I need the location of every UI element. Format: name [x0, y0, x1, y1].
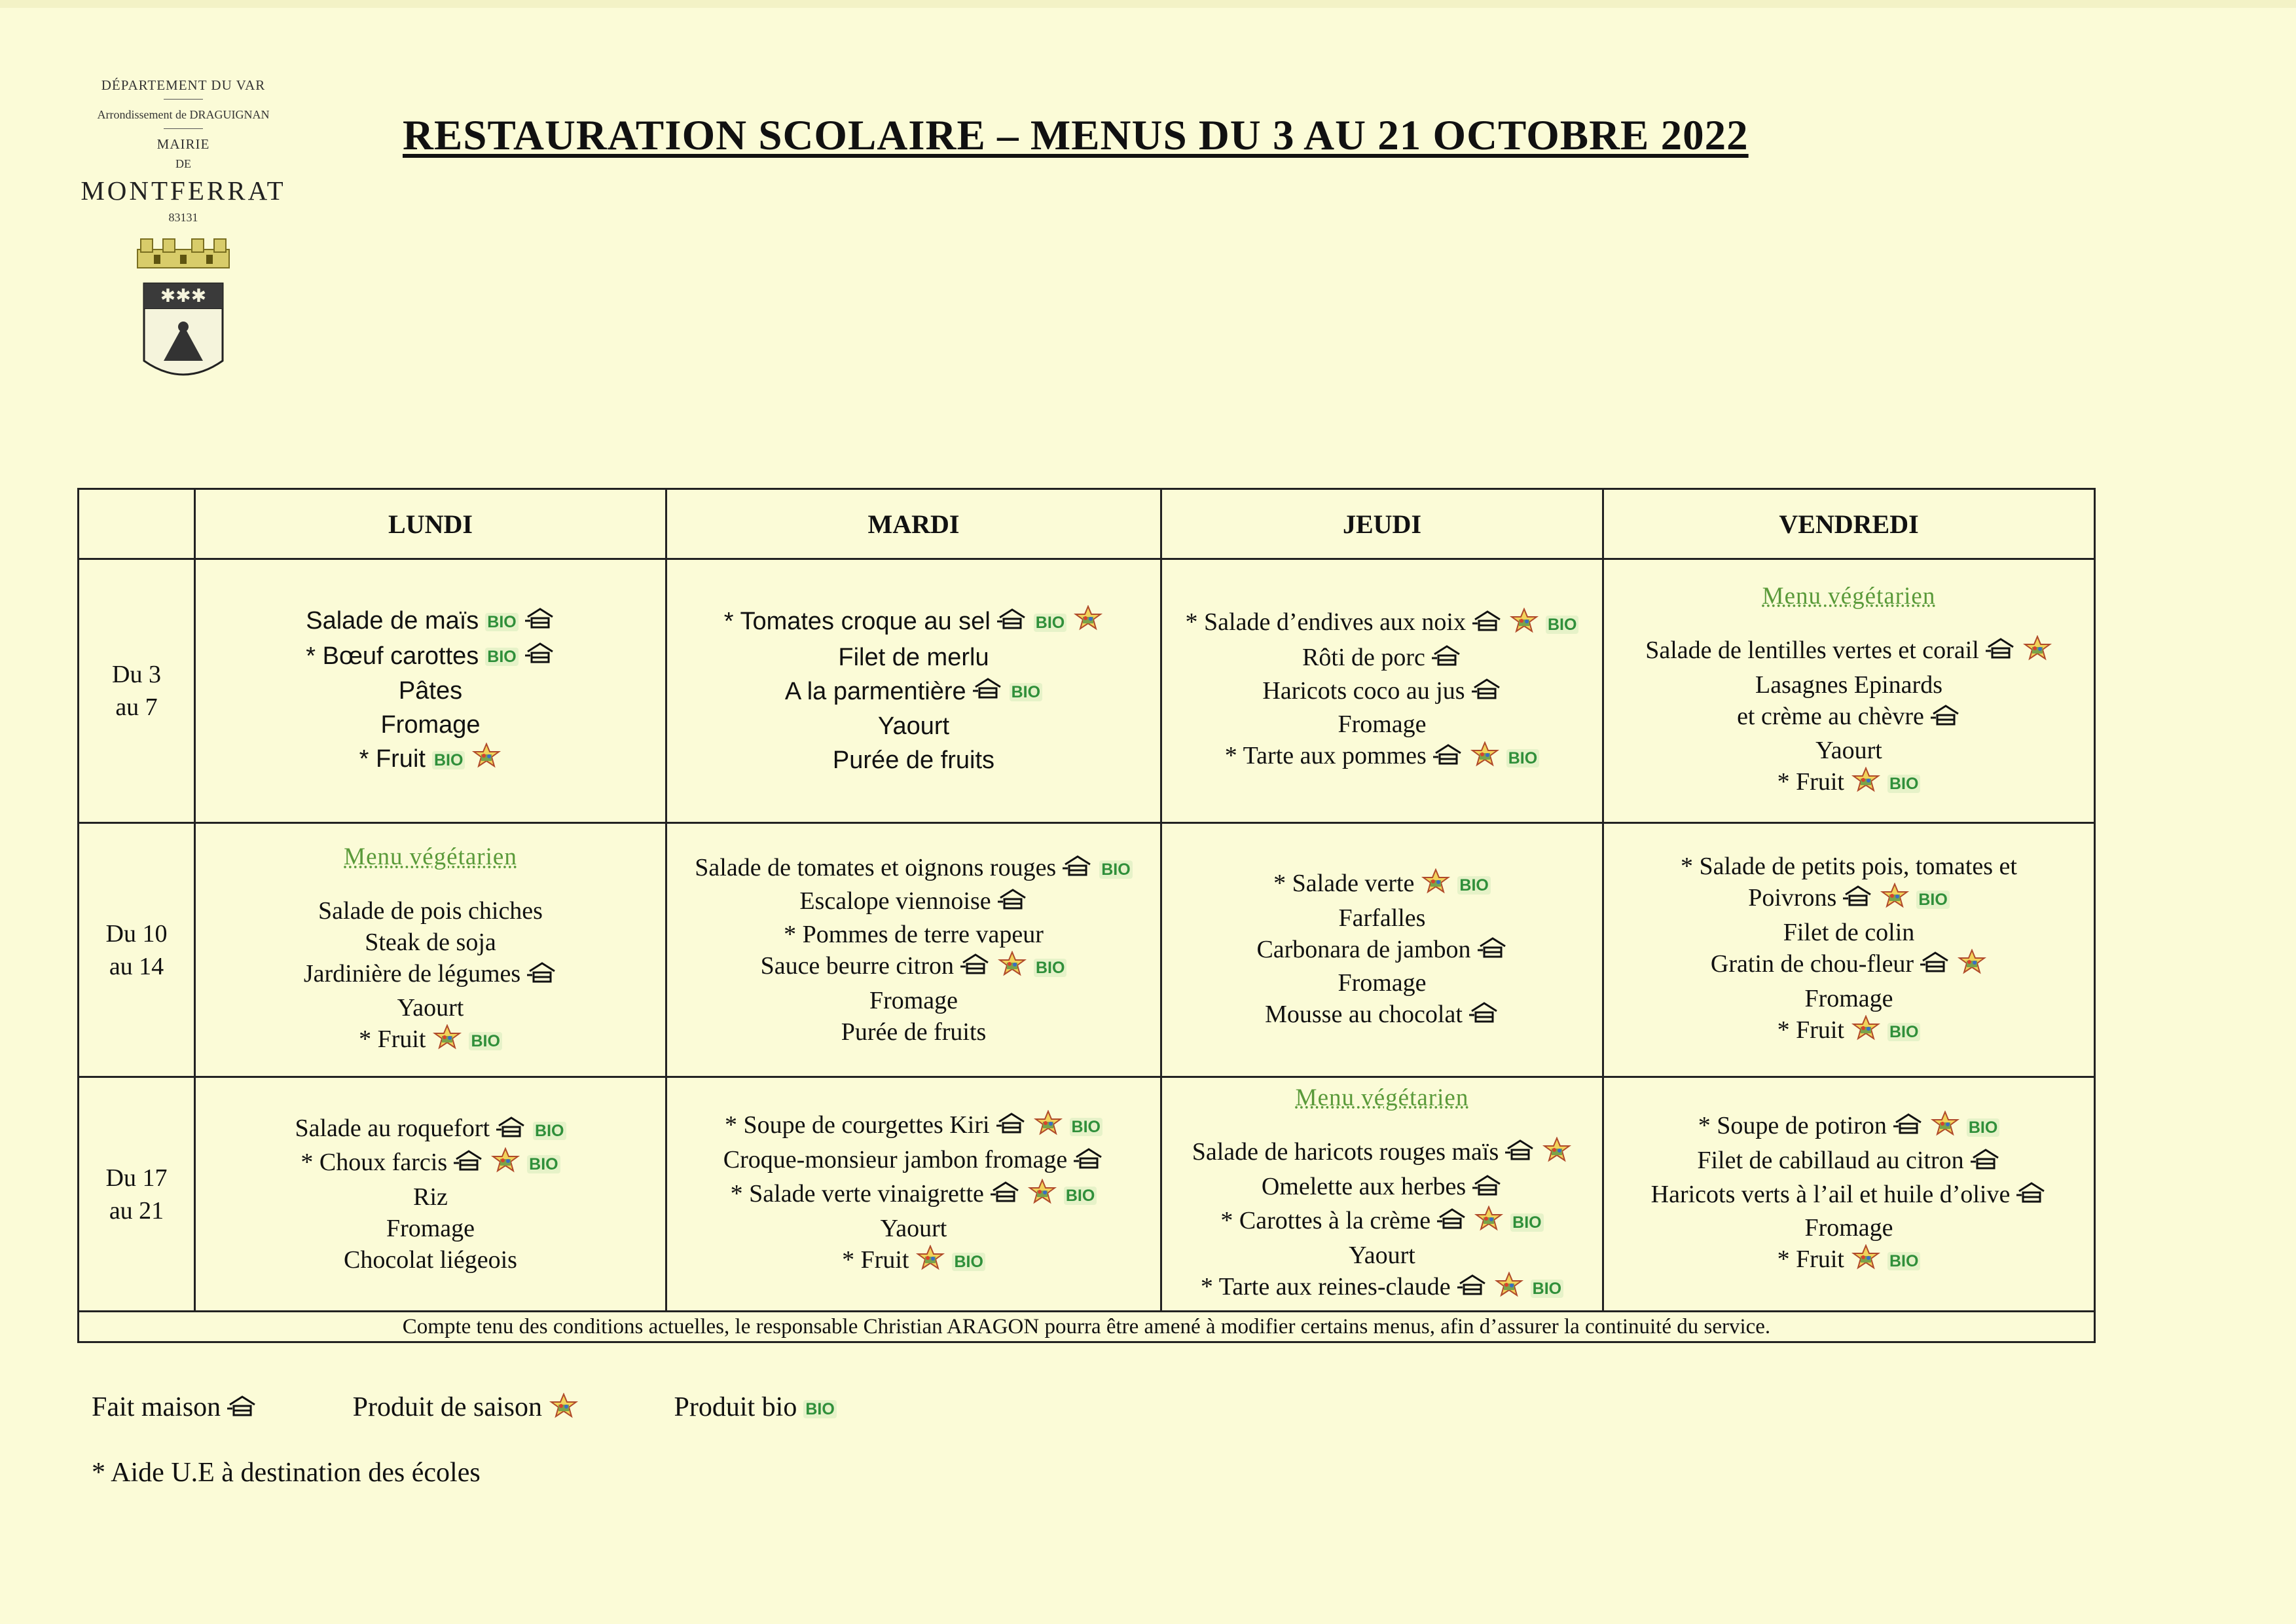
house-icon: [1843, 884, 1873, 915]
dish-item: [672, 743, 1155, 777]
dish-item: [672, 950, 1155, 985]
house-icon: [525, 605, 555, 639]
divider: [164, 128, 203, 129]
bio-icon: BIO: [1064, 1187, 1097, 1205]
dish-item: [1167, 1171, 1597, 1204]
week-row: [79, 823, 2095, 1077]
dish-item: [672, 985, 1155, 1016]
bio-icon: BIO: [1099, 860, 1132, 879]
dish-name: Chocolat liégeois: [344, 1246, 517, 1274]
dish-name: * Tomates croque au sel: [723, 607, 991, 635]
week-label-end: au 14: [109, 952, 164, 980]
house-icon: [1971, 1147, 2001, 1179]
legend-fait-maison: [92, 1392, 257, 1425]
house-icon: [1920, 950, 1950, 982]
dish-name: Mousse au chocolat: [1265, 1001, 1463, 1029]
bio-icon: BIO: [1457, 876, 1490, 895]
dish-name: Yaourt: [880, 1214, 947, 1242]
footnote-row: [79, 1312, 2095, 1342]
dish-item: [1609, 669, 2088, 701]
season-basket-icon: [471, 743, 501, 778]
dish-name: * Fruit: [359, 745, 426, 773]
house-icon: [973, 675, 1003, 709]
season-basket-icon: [1474, 1206, 1504, 1240]
mairie-de: DE: [175, 157, 191, 170]
dish-name: * Salade de petits pois, tomates et: [1681, 852, 2017, 880]
season-basket-icon: [1851, 767, 1881, 801]
menu-cell: [666, 559, 1161, 823]
dish-name: Haricots coco au jus: [1262, 677, 1465, 705]
dish-item: [201, 958, 660, 991]
dish-item: [1609, 766, 2088, 801]
letterhead: [59, 75, 308, 390]
dish-name: A la parmentière: [784, 677, 966, 705]
bio-icon: BIO: [1034, 614, 1066, 632]
house-icon: [997, 606, 1027, 640]
dish-item: [1609, 1244, 2088, 1278]
dish-item: [201, 895, 660, 927]
dish-name: * Salade verte vinaigrette: [730, 1179, 984, 1208]
dish-item: [1167, 709, 1597, 740]
dish-name: * Salade verte: [1273, 869, 1415, 897]
dish-name: Fromage: [386, 1214, 475, 1242]
dish-item: [1609, 1145, 2088, 1178]
dish-item: [672, 1016, 1155, 1048]
season-basket-icon: [1851, 1244, 1881, 1278]
dish-name: * Bœuf carottes: [306, 642, 479, 670]
legend-saison: [353, 1392, 579, 1426]
dish-name: Fromage: [1804, 1213, 1893, 1242]
dish-name: * Tarte aux reines-claude: [1200, 1272, 1451, 1301]
house-icon: [496, 1115, 526, 1147]
bio-icon: BIO: [527, 1155, 560, 1173]
menu-cell: [1603, 559, 2095, 823]
dish-item: [1167, 934, 1597, 967]
season-basket-icon: [1509, 608, 1539, 642]
house-icon: [1469, 1001, 1499, 1032]
page-title: RESTAURATION SCOLAIRE – MENUS DU 3 AU 21 OCTOBRE 2022: [403, 112, 1749, 159]
house-icon: [1472, 677, 1502, 709]
house-icon: [1893, 1112, 1923, 1143]
dish-item: [1167, 868, 1597, 902]
dish-item: [1609, 917, 2088, 948]
dish-item: [672, 640, 1155, 674]
bio-icon: BIO: [485, 613, 518, 631]
menu-table: [77, 488, 2096, 1343]
house-icon: [1063, 854, 1093, 885]
dish-item: [1609, 1110, 2088, 1145]
dish-item: [201, 1213, 660, 1244]
dish-name: Fromage: [869, 987, 958, 1015]
legend-bio: [674, 1392, 837, 1423]
week-label: [79, 1077, 195, 1312]
dish-item: [201, 708, 660, 742]
dish-item: [1167, 642, 1597, 675]
house-icon: [960, 952, 991, 984]
season-basket-icon: [915, 1245, 945, 1279]
dish-name: Sauce beurre citron: [760, 952, 954, 980]
dish-item: [1167, 1240, 1597, 1271]
dish-item: [201, 639, 660, 674]
house-icon: [1478, 936, 1508, 967]
season-basket-icon: [997, 951, 1027, 985]
week-label-start: Du 10: [105, 919, 168, 948]
dish-name: Filet de cabillaud au citron: [1697, 1147, 1964, 1175]
dish-item: [1167, 1205, 1597, 1240]
dish-item: [1167, 967, 1597, 999]
dish-name: Salade de pois chiches: [318, 897, 543, 925]
house-icon: [2016, 1181, 2047, 1212]
dish-item: [1609, 983, 2088, 1014]
season-basket-icon: [1851, 1015, 1881, 1049]
dish-item: [201, 674, 660, 708]
scan-edge: [0, 0, 2296, 8]
house-icon: [996, 1111, 1027, 1143]
bio-icon: BIO: [1916, 891, 1949, 909]
dish-item: [672, 919, 1155, 950]
menu-cell: [666, 1077, 1161, 1312]
dish-name: Salade de lentilles vertes et corail: [1645, 637, 1979, 665]
dish-item: [1167, 740, 1597, 775]
house-icon: [998, 887, 1028, 919]
dish-item: [1609, 635, 2088, 669]
menu-cell: [1603, 823, 2095, 1077]
postcode: 83131: [168, 211, 198, 224]
dish-name: Salade de maïs: [306, 606, 479, 635]
mairie: MAIRIE: [156, 136, 210, 152]
dish-name: * Pommes de terre vapeur: [784, 921, 1044, 949]
bio-icon: BIO: [1887, 1252, 1920, 1270]
dish-name: Yaourt: [877, 712, 950, 741]
house-icon: [1074, 1147, 1104, 1178]
dish-name: * Fruit: [1777, 1016, 1844, 1044]
arrondissement: Arrondissement de DRAGUIGNAN: [97, 108, 270, 121]
season-basket-icon: [1880, 883, 1910, 917]
dish-item: [1609, 1179, 2088, 1212]
house-icon: [1437, 1207, 1467, 1238]
dish-name: Poivrons: [1748, 883, 1837, 912]
dish-name: * Choux farcis: [301, 1148, 448, 1176]
bio-icon: BIO: [803, 1400, 836, 1418]
legend-label: Produit bio: [674, 1392, 797, 1422]
dish-name: Haricots verts à l’ail et huile d’olive: [1650, 1180, 2011, 1208]
dish-name: Carbonara de jambon: [1256, 935, 1471, 963]
house-icon: [1986, 637, 2016, 668]
bio-icon: BIO: [1070, 1118, 1102, 1136]
dish-item: [201, 1244, 660, 1276]
dish-item: [672, 885, 1155, 919]
bio-icon: BIO: [952, 1253, 985, 1271]
dish-item: [672, 1144, 1155, 1177]
bio-icon: BIO: [1034, 959, 1066, 977]
dish-name: Salade de tomates et oignons rouges: [695, 853, 1057, 881]
bio-icon: BIO: [533, 1122, 566, 1140]
dish-name: * Salade d’endives aux noix: [1185, 608, 1466, 637]
dish-item: [201, 742, 660, 778]
vegetarian-menu-title: Menu végétarien: [344, 843, 517, 871]
season-basket-icon: [1957, 949, 1987, 983]
week-label-start: Du 3: [112, 661, 161, 688]
dish-item: [201, 1113, 660, 1146]
season-basket-icon: [2022, 635, 2052, 669]
legend: [92, 1392, 925, 1426]
dish-item: [201, 1024, 660, 1058]
dish-name: Yaourt: [1349, 1241, 1415, 1269]
house-icon: [1457, 1273, 1487, 1304]
dish-item: [1167, 902, 1597, 934]
dish-name: Salade de haricots rouges maïs: [1192, 1137, 1499, 1166]
house-icon: [1472, 1173, 1503, 1205]
dish-name: Farfalles: [1338, 904, 1426, 932]
town-name: MONTFERRAT: [81, 175, 286, 206]
season-basket-icon: [549, 1393, 579, 1426]
week-label-end: au 21: [109, 1196, 164, 1225]
bio-icon: BIO: [1887, 1023, 1920, 1041]
dish-name: Steak de soja: [365, 929, 496, 957]
season-basket-icon: [1027, 1179, 1057, 1213]
dish-item: [672, 709, 1155, 743]
header-vendredi: VENDREDI: [1603, 489, 2095, 559]
dish-name: * Fruit: [359, 1025, 426, 1053]
dish-name: Gratin de chou-fleur: [1710, 950, 1914, 978]
house-icon: [525, 640, 555, 674]
dish-item: [1609, 851, 2088, 882]
dish-name: Fromage: [1338, 969, 1427, 997]
dish-name: Omelette aux herbes: [1261, 1173, 1467, 1201]
dish-name: Escalope viennoise: [799, 887, 991, 915]
dish-item: [1167, 1271, 1597, 1306]
week-label: [79, 559, 195, 823]
corner-cell: [79, 489, 195, 559]
season-basket-icon: [1470, 741, 1500, 775]
dish-item: [1167, 606, 1597, 641]
bio-icon: BIO: [485, 648, 518, 666]
dish-name: * Soupe de potiron: [1698, 1111, 1887, 1139]
legend-note: * Aide U.E à destination des écoles: [92, 1458, 481, 1488]
dish-name: Rôti de porc: [1302, 643, 1425, 671]
header-row: [79, 489, 2095, 559]
bio-icon: BIO: [1531, 1280, 1563, 1298]
divider: [164, 99, 203, 100]
house-icon: [1505, 1138, 1535, 1170]
dish-item: [1609, 701, 2088, 734]
svg-text:✱✱✱: ✱✱✱: [160, 285, 207, 306]
house-icon: [1472, 609, 1503, 640]
menu-cell: [1603, 1077, 2095, 1312]
week-row: [79, 1077, 2095, 1312]
menu-cell: [195, 1077, 666, 1312]
dish-item: [201, 604, 660, 639]
dish-item: [672, 674, 1155, 710]
dish-item: [672, 1178, 1155, 1213]
menu-cell: [1161, 1077, 1603, 1312]
menu-cell: [195, 823, 666, 1077]
dish-item: [1609, 735, 2088, 766]
header-mardi: MARDI: [666, 489, 1161, 559]
dish-name: Salade au roquefort: [295, 1115, 490, 1143]
dish-name: Pâtes: [398, 677, 463, 705]
dish-item: [1609, 1014, 2088, 1049]
menu-cell: [195, 559, 666, 823]
house-icon: [1433, 743, 1463, 774]
dish-name: Fromage: [1804, 985, 1893, 1013]
dish-name: * Soupe de courgettes Kiri: [724, 1111, 990, 1139]
vegetarian-menu-title: Menu végétarien: [1295, 1084, 1469, 1111]
header-jeudi: JEUDI: [1161, 489, 1603, 559]
town-crest-icon: [134, 236, 232, 390]
menu-cell: [1161, 559, 1603, 823]
house-icon: [527, 961, 557, 992]
dish-name: * Tarte aux pommes: [1224, 742, 1427, 770]
dish-item: [1609, 1212, 2088, 1244]
bio-icon: BIO: [1510, 1213, 1543, 1232]
dish-name: Fromage: [380, 711, 481, 739]
dish-item: [201, 1147, 660, 1181]
bio-icon: BIO: [1010, 683, 1042, 701]
season-basket-icon: [490, 1147, 520, 1181]
dish-name: * Fruit: [1777, 1245, 1844, 1273]
bio-icon: BIO: [432, 751, 465, 769]
week-label-end: au 7: [115, 693, 158, 721]
dish-item: [672, 1244, 1155, 1279]
legend-label: Produit de saison: [352, 1392, 542, 1422]
legend-label: Fait maison: [92, 1392, 221, 1422]
dish-name: Jardinière de légumes: [303, 960, 521, 988]
season-basket-icon: [1494, 1272, 1524, 1306]
bio-icon: BIO: [1506, 749, 1539, 767]
season-basket-icon: [432, 1024, 462, 1058]
header-lundi: LUNDI: [195, 489, 666, 559]
vegetarian-menu-title: Menu végétarien: [1762, 583, 1936, 610]
dish-item: [1609, 882, 2088, 917]
bio-icon: BIO: [1887, 775, 1920, 793]
bio-icon: BIO: [469, 1032, 501, 1050]
dish-name: Riz: [413, 1183, 448, 1211]
dish-name: * Fruit: [842, 1246, 909, 1274]
bio-icon: BIO: [1967, 1118, 1999, 1137]
dish-item: [201, 927, 660, 958]
dish-name: Filet de merlu: [838, 643, 989, 671]
week-row: [79, 559, 2095, 823]
dish-item: [1167, 999, 1597, 1032]
dish-name: Purée de fruits: [841, 1018, 987, 1046]
dish-name: * Fruit: [1777, 767, 1844, 796]
service-footnote: Compte tenu des conditions actuelles, le responsable Christian ARAGON pourra être amené à modifier certains menus, afin d’assurer la continuité du service.: [79, 1312, 2095, 1342]
bio-icon: BIO: [1546, 616, 1578, 634]
season-basket-icon: [1930, 1111, 1960, 1145]
dish-name: Yaourt: [1815, 736, 1882, 764]
dish-name: Filet de colin: [1783, 918, 1915, 946]
house-icon: [454, 1149, 484, 1180]
menu-cell: [666, 823, 1161, 1077]
dish-item: [1167, 675, 1597, 709]
week-label: [79, 823, 195, 1077]
dish-item: [672, 1109, 1155, 1144]
house-icon: [227, 1393, 257, 1425]
dish-name: Croque-monsieur jambon fromage: [723, 1146, 1068, 1174]
department: DÉPARTEMENT DU VAR: [101, 77, 266, 93]
dish-name: Fromage: [1338, 710, 1427, 739]
dish-name: Yaourt: [397, 993, 464, 1022]
house-icon: [1931, 703, 1961, 735]
season-basket-icon: [1073, 605, 1103, 640]
dish-item: [1609, 948, 2088, 983]
house-icon: [1432, 644, 1462, 675]
menu-cell: [1161, 823, 1603, 1077]
dish-name: Lasagnes Epinards: [1755, 671, 1942, 699]
dish-item: [672, 852, 1155, 885]
dish-name: et crème au chèvre: [1737, 703, 1924, 731]
house-icon: [991, 1180, 1021, 1211]
season-basket-icon: [1421, 868, 1451, 902]
dish-item: [1167, 1136, 1597, 1171]
week-label-start: Du 17: [105, 1164, 168, 1192]
dish-name: * Carottes à la crème: [1220, 1206, 1431, 1234]
season-basket-icon: [1542, 1137, 1572, 1171]
dish-name: Purée de fruits: [832, 747, 995, 775]
dish-item: [201, 992, 660, 1024]
dish-item: [201, 1181, 660, 1213]
dish-item: [672, 1213, 1155, 1244]
season-basket-icon: [1033, 1110, 1063, 1144]
dish-item: [672, 604, 1155, 640]
